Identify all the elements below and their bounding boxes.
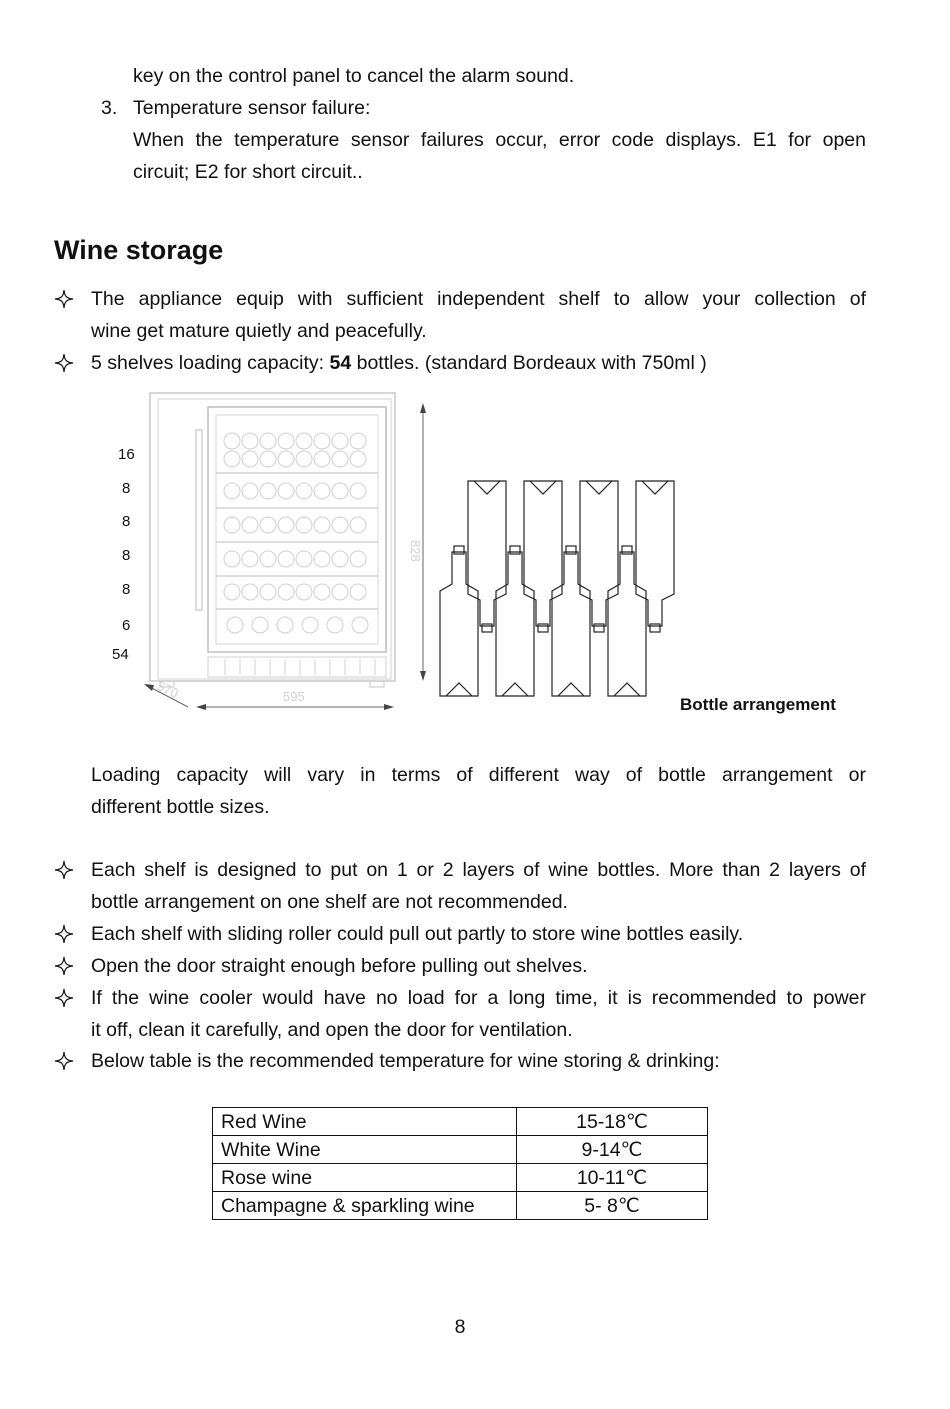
shelf-count-label: 6 [122,617,131,634]
bullet-text: If the wine cooler would have no load for a long time, it is recommended to power [91,987,866,1009]
wine-type-cell: Red Wine [213,1108,517,1136]
wine-type-cell: White Wine [213,1136,517,1164]
list-item-title: Temperature sensor failure: [133,97,371,119]
bullet-text: Each shelf with sliding roller could pull out partly to store wine bottles easily. [91,923,744,945]
loading-note: Loading capacity will vary in terms of different way of bottle arrangement or [91,764,866,786]
dim-height: 828 [408,540,423,562]
temperature-cell: 9-14℃ [517,1136,708,1164]
dim-depth: 570 [154,678,181,701]
wine-cooler-diagram [100,385,440,720]
bottle-arrangement-diagram [436,476,681,702]
loading-note-cont: different bottle sizes. [91,796,270,818]
temperature-cell: 5- 8℃ [517,1192,708,1220]
temperature-cell: 10-11℃ [517,1164,708,1192]
bullet-text: Below table is the recommended temperature for wine storing & drinking: [91,1050,720,1072]
table-row [213,1164,708,1192]
temperature-table [212,1107,708,1220]
bullet-text: Open the door straight enough before pulling out shelves. [91,955,588,977]
star-bullet-icon [54,1051,74,1071]
bullet-text-cont: it off, clean it carefully, and open the door for ventilation. [91,1019,573,1041]
table-row [213,1136,708,1164]
star-bullet-icon [54,956,74,976]
temperature-cell: 15-18℃ [517,1108,708,1136]
bullet-text-cont: bottle arrangement on one shelf are not recommended. [91,891,568,913]
capacity-count: 54 [329,352,352,374]
list-item-number: 3. [101,97,118,119]
wine-type-cell: Champagne & sparkling wine [213,1192,517,1220]
list-item-text: When the temperature sensor failures occur, error code displays. E1 for open [133,129,866,151]
shelf-count-total: 54 [112,646,129,663]
dim-width: 595 [283,689,305,704]
figure-caption: Bottle arrangement [680,695,836,714]
bullet-text: The appliance equip with sufficient independent shelf to allow your collection of [91,288,866,310]
star-bullet-icon [54,988,74,1008]
shelf-count-label: 16 [118,446,135,463]
bullet-text: Each shelf is designed to put on 1 or 2 layers of wine bottles. More than 2 layers of [91,859,866,881]
wine-type-cell: Rose wine [213,1164,517,1192]
star-bullet-icon [54,353,74,373]
shelf-count-label: 8 [122,581,131,598]
list-item-text-cont: circuit; E2 for short circuit.. [133,161,363,183]
section-title: Wine storage [54,235,224,265]
page-number: 8 [454,1316,466,1338]
intro-line: key on the control panel to cancel the alarm sound. [133,65,575,87]
star-bullet-icon [54,289,74,309]
shelf-count-label: 8 [122,513,131,530]
shelf-count-label: 8 [122,480,131,497]
bullet-text-cont: wine get mature quietly and peacefully. [91,320,427,342]
star-bullet-icon [54,860,74,880]
table-row [213,1108,708,1136]
capacity-prefix: 5 shelves loading capacity: [91,352,330,374]
star-bullet-icon [54,924,74,944]
bullet-capacity [91,351,707,375]
capacity-suffix: bottles. (standard Bordeaux with 750ml ) [351,352,707,374]
shelf-count-label: 8 [122,547,131,564]
table-row [213,1192,708,1220]
